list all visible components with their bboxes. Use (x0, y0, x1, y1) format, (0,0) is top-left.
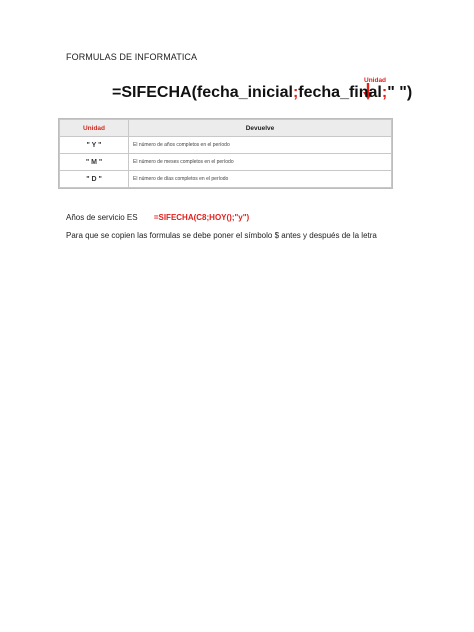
unit-code: " M " (60, 154, 129, 171)
service-years-label: Años de servicio ES (66, 213, 138, 222)
formula-separator: ; (292, 84, 299, 101)
copy-note: Para que se copien las formulas se debe poner el símbolo $ antes y después de la letra (66, 231, 377, 240)
unit-description: El número de días completos en el período (129, 171, 392, 188)
column-header-returns: Devuelve (129, 120, 392, 137)
unit-annotation: Unidad (364, 77, 387, 84)
unit-code: " Y " (60, 137, 129, 154)
table-row (60, 137, 392, 154)
formula-part-end: fecha_final (298, 84, 382, 101)
formula-part-unit: " ") (387, 84, 413, 101)
service-years-line (66, 213, 249, 222)
column-header-unit: Unidad (60, 120, 129, 137)
unit-code: " D " (60, 171, 129, 188)
formula-heading (112, 84, 412, 102)
units-table (58, 118, 393, 189)
page-title: FORMULAS DE INFORMATICA (66, 52, 198, 62)
unit-description: El número de años completos en el período (129, 137, 392, 154)
service-years-formula: =SIFECHA(C8;HOY();"y") (153, 213, 250, 222)
formula-part-function: =SIFECHA(fecha_inicial (112, 84, 293, 101)
formula-separator: ; (381, 84, 388, 101)
table-row (60, 171, 392, 188)
table-row (60, 154, 392, 171)
unit-description: El número de meses completos en el período (129, 154, 392, 171)
table-header-row (60, 120, 392, 137)
